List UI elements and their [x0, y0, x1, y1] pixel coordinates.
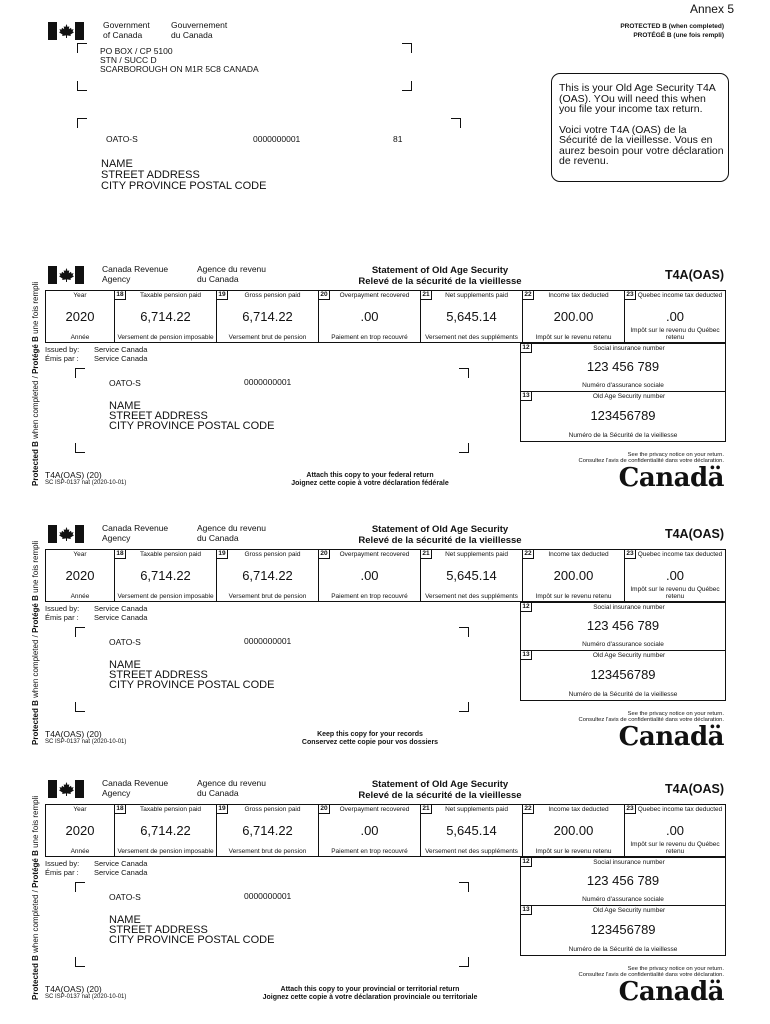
box-label-en: Taxable pension paid	[139, 806, 202, 813]
box-label-fr: Impôt sur le revenu retenu	[535, 848, 612, 855]
sin-label-en: Social insurance number	[593, 604, 665, 611]
mail-city: CITY PROVINCE POSTAL CODE	[101, 180, 267, 192]
box-number: 13	[521, 392, 532, 401]
box-label-en: Overpayment recovered	[339, 292, 410, 299]
protected-side-text: Protected B when completed / Protégé B une fois rempli	[31, 540, 40, 745]
taxable-pension-value: 6,714.22	[140, 568, 191, 583]
box-label-fr: Impôt sur le revenu retenu	[535, 593, 612, 600]
taxable-pension-value: 6,714.22	[140, 309, 191, 324]
box-label-fr: Versement net des suppléments	[425, 848, 518, 855]
box-number: 23	[625, 805, 636, 814]
box-label-en: Income tax deducted	[548, 292, 609, 299]
t4a-oas-slip-3	[0, 776, 770, 1016]
box-label-en: Gross pension paid	[244, 551, 301, 558]
year-cell	[46, 550, 114, 601]
sin-value: 123 456 789	[586, 618, 660, 633]
sin-value: 123 456 789	[586, 359, 660, 374]
recipient-street: STREET ADDRESS	[109, 924, 208, 936]
form-id: T4A(OAS) (20)	[45, 984, 102, 994]
form-code: SC ISP-0137 nat (2020-10-01)	[45, 739, 127, 745]
return-address-line3: SCARBOROUGH ON M1R 5C8 CANADA	[100, 64, 259, 74]
gov-fr-line2: du Canada	[171, 30, 213, 40]
cra-fr-line2: du Canada	[197, 788, 239, 798]
emis-par-value: Service Canada	[94, 354, 148, 363]
box-20-cell	[318, 805, 420, 856]
box-number: 20	[319, 550, 330, 559]
box-number: 19	[217, 550, 228, 559]
canada-wordmark: Canadä	[618, 722, 724, 752]
sin-box	[520, 343, 726, 392]
privacy-fr: Consultez l'avis de confidentialité dans votre déclaration.	[578, 972, 724, 978]
box-number: 12	[521, 858, 532, 867]
recipient-code: OATO-S	[109, 892, 141, 902]
amounts-table	[45, 290, 726, 343]
box-label-fr: Versement brut de pension	[228, 848, 307, 855]
box-label-fr: Versement de pension imposable	[117, 848, 214, 855]
cra-fr-line1: Agence du revenu	[197, 264, 266, 274]
income-tax-value: 200.00	[553, 309, 594, 324]
box-number: 23	[625, 550, 636, 559]
amounts-table	[45, 804, 726, 857]
box-number: 18	[115, 805, 126, 814]
emis-par-value: Service Canada	[94, 613, 148, 622]
box-21-cell	[420, 805, 522, 856]
recipient-city: CITY PROVINCE POSTAL CODE	[109, 420, 275, 432]
recipient-number: 0000000001	[244, 891, 292, 901]
issued-by-value: Service Canada	[94, 604, 148, 613]
year-cell	[46, 805, 114, 856]
form-code: SC ISP-0137 nat (2020-10-01)	[45, 480, 127, 486]
form-id: T4A(OAS) (20)	[45, 729, 102, 739]
corner-mark	[75, 702, 85, 712]
statement-title-en: Statement of Old Age Security	[371, 524, 509, 535]
box-label-en: Income tax deducted	[548, 551, 609, 558]
quebec-tax-value: .00	[665, 568, 685, 583]
t4a-oas-slip-1	[0, 262, 770, 502]
callout-fr: Voici votre T4A (OAS) de la Sécurité de la vieillesse. Vous en aurez besoin pour votre déclaration de revenu.	[559, 123, 724, 167]
box-label-en: Quebec income tax deducted	[637, 806, 723, 813]
year-label-fr: Année	[70, 593, 90, 600]
canada-flag-icon	[48, 266, 84, 284]
statement-title-fr: Relevé de la sécurité de la vieillesse	[358, 276, 522, 287]
sin-label-en: Social insurance number	[593, 345, 665, 352]
box-number: 22	[523, 805, 534, 814]
corner-mark	[77, 81, 87, 91]
box-21-cell	[420, 550, 522, 601]
gov-fr-line1: Gouvernement	[171, 20, 228, 30]
box-number: 20	[319, 291, 330, 300]
box-label-en: Net supplements paid	[445, 551, 508, 558]
box-20-cell	[318, 291, 420, 342]
box-label-en: Net supplements paid	[445, 292, 508, 299]
protected-fr: PROTÉGÉ B (une fois rempli)	[633, 32, 724, 39]
corner-mark	[77, 118, 87, 128]
copy-instruction-en: Attach this copy to your federal return	[306, 472, 434, 479]
corner-mark	[459, 443, 469, 453]
corner-mark	[459, 702, 469, 712]
canada-flag-icon	[48, 22, 84, 40]
sin-label-fr: Numéro d'assurance sociale	[582, 382, 664, 389]
box-23-cell	[624, 550, 725, 601]
sin-label-en: Social insurance number	[593, 859, 665, 866]
box-label-en: Quebec income tax deducted	[637, 551, 723, 558]
canada-wordmark: Canadä	[618, 977, 724, 1007]
box-label-en: Taxable pension paid	[139, 551, 202, 558]
oas-label-fr: Numéro de la Sécurité de la vieillesse	[568, 432, 678, 439]
oas-label-en: Old Age Security number	[592, 393, 666, 400]
corner-mark	[459, 627, 469, 637]
cra-en-line1: Canada Revenue	[102, 523, 169, 533]
box-label-en: Gross pension paid	[244, 292, 301, 299]
protected-en: PROTECTED B (when completed)	[620, 23, 724, 30]
return-address-line2: STN / SUCC D	[100, 55, 157, 65]
copy-instruction-fr: Joignez cette copie à votre déclaration provinciale ou territoriale	[262, 994, 478, 1001]
cra-en-line1: Canada Revenue	[102, 778, 169, 788]
cra-fr-line2: du Canada	[197, 274, 239, 284]
gov-en-line1: Government	[103, 20, 150, 30]
recipient-name: NAME	[109, 400, 141, 412]
protected-side-text: Protected B when completed / Protégé B une fois rempli	[31, 281, 40, 486]
recipient-code: OATO-S	[109, 637, 141, 647]
privacy-en: See the privacy notice on your return.	[627, 966, 724, 972]
corner-mark	[77, 43, 87, 53]
box-label-en: Gross pension paid	[244, 806, 301, 813]
copy-instruction-fr: Joignez cette copie à votre déclaration fédérale	[291, 480, 449, 487]
oas-number-box	[520, 651, 726, 701]
statement-title-fr: Relevé de la sécurité de la vieillesse	[358, 790, 522, 801]
box-19-cell	[216, 550, 318, 601]
oas-value: 123456789	[590, 408, 656, 423]
cra-en-line2: Agency	[102, 788, 131, 798]
canada-flag-icon	[48, 525, 84, 543]
overpayment-value: .00	[360, 309, 379, 324]
box-23-cell	[624, 291, 725, 342]
info-callout	[551, 73, 729, 182]
privacy-en: See the privacy notice on your return.	[627, 452, 724, 458]
box-18-cell	[114, 550, 216, 601]
box-label-fr: Impôt sur le revenu retenu	[535, 334, 612, 341]
box-18-cell	[114, 291, 216, 342]
form-code: SC ISP-0137 nat (2020-10-01)	[45, 994, 127, 1000]
box-label-en: Overpayment recovered	[339, 551, 410, 558]
corner-mark	[402, 81, 412, 91]
gov-en-line2: of Canada	[103, 30, 143, 40]
box-number: 13	[521, 651, 532, 660]
cra-fr-line1: Agence du revenu	[197, 523, 266, 533]
sin-box	[520, 857, 726, 906]
callout-en: This is your Old Age Security T4A (OAS). YOu will need this when you file your income tax return.	[559, 82, 716, 115]
box-number: 21	[421, 291, 432, 300]
box-label-fr: Versement brut de pension	[228, 334, 307, 341]
corner-mark	[75, 957, 85, 967]
amounts-table	[45, 549, 726, 602]
year-value: 2020	[65, 309, 95, 324]
t4a-oas-slip-2	[0, 521, 770, 761]
box-number: 19	[217, 805, 228, 814]
sin-label-fr: Numéro d'assurance sociale	[582, 896, 664, 903]
statement-title-en: Statement of Old Age Security	[371, 265, 509, 276]
year-cell	[46, 291, 114, 342]
year-label: Year	[73, 292, 87, 299]
taxable-pension-value: 6,714.22	[140, 823, 191, 838]
box-number: 18	[115, 550, 126, 559]
oas-label-en: Old Age Security number	[592, 907, 666, 914]
oas-number-box	[520, 392, 726, 442]
privacy-fr: Consultez l'avis de confidentialité dans votre déclaration.	[578, 717, 724, 723]
corner-mark	[451, 118, 461, 128]
form-name: T4A(OAS)	[664, 527, 724, 541]
box-number: 20	[319, 805, 330, 814]
statement-title-en: Statement of Old Age Security	[371, 779, 509, 790]
mail-extra: 81	[393, 134, 403, 144]
annex-label: Annex 5	[689, 2, 734, 16]
mail-street: STREET ADDRESS	[101, 169, 200, 181]
oas-number-box	[520, 906, 726, 956]
corner-mark	[459, 882, 469, 892]
statement-title-fr: Relevé de la sécurité de la vieillesse	[358, 535, 522, 546]
protected-side-text: Protected B when completed / Protégé B une fois rempli	[31, 795, 40, 1000]
box-label-fr: Paiement en trop recouvré	[331, 848, 408, 855]
sin-box	[520, 602, 726, 651]
box-label-fr: Impôt sur le revenu du Québec retenu	[630, 327, 720, 341]
quebec-tax-value: .00	[665, 309, 685, 324]
box-label-fr: Versement brut de pension	[228, 593, 307, 600]
corner-mark	[459, 957, 469, 967]
oas-label-fr: Numéro de la Sécurité de la vieillesse	[568, 691, 678, 698]
corner-mark	[75, 443, 85, 453]
box-label-en: Income tax deducted	[548, 806, 609, 813]
box-19-cell	[216, 291, 318, 342]
box-22-cell	[522, 805, 624, 856]
box-label-fr: Impôt sur le revenu du Québec retenu	[630, 586, 720, 600]
recipient-street: STREET ADDRESS	[109, 410, 208, 422]
return-address-line1: PO BOX / CP 5100	[100, 46, 173, 56]
box-label-fr: Versement net des suppléments	[425, 334, 518, 341]
year-label: Year	[73, 551, 87, 558]
quebec-tax-value: .00	[665, 823, 685, 838]
box-23-cell	[624, 805, 725, 856]
box-label-en: Taxable pension paid	[139, 292, 202, 299]
box-label-en: Quebec income tax deducted	[637, 292, 723, 299]
year-label: Year	[73, 806, 87, 813]
overpayment-value: .00	[360, 823, 379, 838]
box-21-cell	[420, 291, 522, 342]
net-supplements-value: 5,645.14	[446, 823, 497, 838]
canada-wordmark: Canadä	[618, 463, 724, 493]
corner-mark	[75, 882, 85, 892]
box-label-en: Net supplements paid	[445, 806, 508, 813]
oas-value: 123456789	[590, 922, 656, 937]
box-number: 12	[521, 603, 532, 612]
box-22-cell	[522, 291, 624, 342]
income-tax-value: 200.00	[553, 823, 594, 838]
year-value: 2020	[65, 568, 95, 583]
issued-by-value: Service Canada	[94, 345, 148, 354]
form-name: T4A(OAS)	[664, 268, 724, 282]
box-label-fr: Versement net des suppléments	[425, 593, 518, 600]
sin-label-fr: Numéro d'assurance sociale	[582, 641, 664, 648]
copy-instruction-fr: Conservez cette copie pour vos dossiers	[301, 739, 439, 746]
box-number: 21	[421, 550, 432, 559]
oas-label-fr: Numéro de la Sécurité de la vieillesse	[568, 946, 678, 953]
year-label-fr: Année	[70, 334, 90, 341]
cra-en-line1: Canada Revenue	[102, 264, 169, 274]
net-supplements-value: 5,645.14	[446, 568, 497, 583]
income-tax-value: 200.00	[553, 568, 594, 583]
cra-en-line2: Agency	[102, 274, 131, 284]
emis-par-label: Émis par :	[45, 613, 79, 622]
mail-code: OATO-S	[106, 134, 138, 144]
oas-value: 123456789	[590, 667, 656, 682]
privacy-fr: Consultez l'avis de confidentialité dans votre déclaration.	[578, 458, 724, 464]
recipient-name: NAME	[109, 914, 141, 926]
mail-number: 0000000001	[253, 134, 301, 144]
gross-pension-value: 6,714.22	[242, 823, 293, 838]
oas-label-en: Old Age Security number	[592, 652, 666, 659]
emis-par-value: Service Canada	[94, 868, 148, 877]
box-number: 21	[421, 805, 432, 814]
year-value: 2020	[65, 823, 95, 838]
box-22-cell	[522, 550, 624, 601]
box-number: 18	[115, 291, 126, 300]
corner-mark	[75, 627, 85, 637]
box-label-en: Overpayment recovered	[339, 806, 410, 813]
corner-mark	[459, 368, 469, 378]
cra-fr-line2: du Canada	[197, 533, 239, 543]
box-20-cell	[318, 550, 420, 601]
issued-by-label: Issued by:	[45, 345, 80, 354]
mail-name: NAME	[101, 158, 133, 170]
recipient-street: STREET ADDRESS	[109, 669, 208, 681]
recipient-number: 0000000001	[244, 377, 292, 387]
recipient-city: CITY PROVINCE POSTAL CODE	[109, 934, 275, 946]
issued-by-value: Service Canada	[94, 859, 148, 868]
box-label-fr: Paiement en trop recouvré	[331, 334, 408, 341]
emis-par-label: Émis par :	[45, 354, 79, 363]
canada-flag-icon	[48, 780, 84, 798]
box-label-fr: Paiement en trop recouvré	[331, 593, 408, 600]
box-19-cell	[216, 805, 318, 856]
box-number: 19	[217, 291, 228, 300]
recipient-number: 0000000001	[244, 636, 292, 646]
box-number: 22	[523, 550, 534, 559]
copy-instruction-en: Keep this copy for your records	[317, 731, 423, 738]
cra-en-line2: Agency	[102, 533, 131, 543]
issued-by-label: Issued by:	[45, 604, 80, 613]
cra-fr-line1: Agence du revenu	[197, 778, 266, 788]
copy-instruction-en: Attach this copy to your provincial or territorial return	[280, 986, 460, 993]
year-label-fr: Année	[70, 848, 90, 855]
privacy-en: See the privacy notice on your return.	[627, 711, 724, 717]
corner-mark	[402, 43, 412, 53]
box-18-cell	[114, 805, 216, 856]
box-number: 12	[521, 344, 532, 353]
box-number: 13	[521, 906, 532, 915]
emis-par-label: Émis par :	[45, 868, 79, 877]
box-number: 22	[523, 291, 534, 300]
box-label-fr: Versement de pension imposable	[117, 593, 214, 600]
issued-by-label: Issued by:	[45, 859, 80, 868]
recipient-city: CITY PROVINCE POSTAL CODE	[109, 679, 275, 691]
box-label-fr: Versement de pension imposable	[117, 334, 214, 341]
form-name: T4A(OAS)	[664, 782, 724, 796]
recipient-code: OATO-S	[109, 378, 141, 388]
form-id: T4A(OAS) (20)	[45, 470, 102, 480]
box-label-fr: Impôt sur le revenu du Québec retenu	[630, 841, 720, 855]
sin-value: 123 456 789	[586, 873, 660, 888]
gross-pension-value: 6,714.22	[242, 309, 293, 324]
net-supplements-value: 5,645.14	[446, 309, 497, 324]
gross-pension-value: 6,714.22	[242, 568, 293, 583]
recipient-name: NAME	[109, 659, 141, 671]
box-number: 23	[625, 291, 636, 300]
corner-mark	[75, 368, 85, 378]
overpayment-value: .00	[360, 568, 379, 583]
